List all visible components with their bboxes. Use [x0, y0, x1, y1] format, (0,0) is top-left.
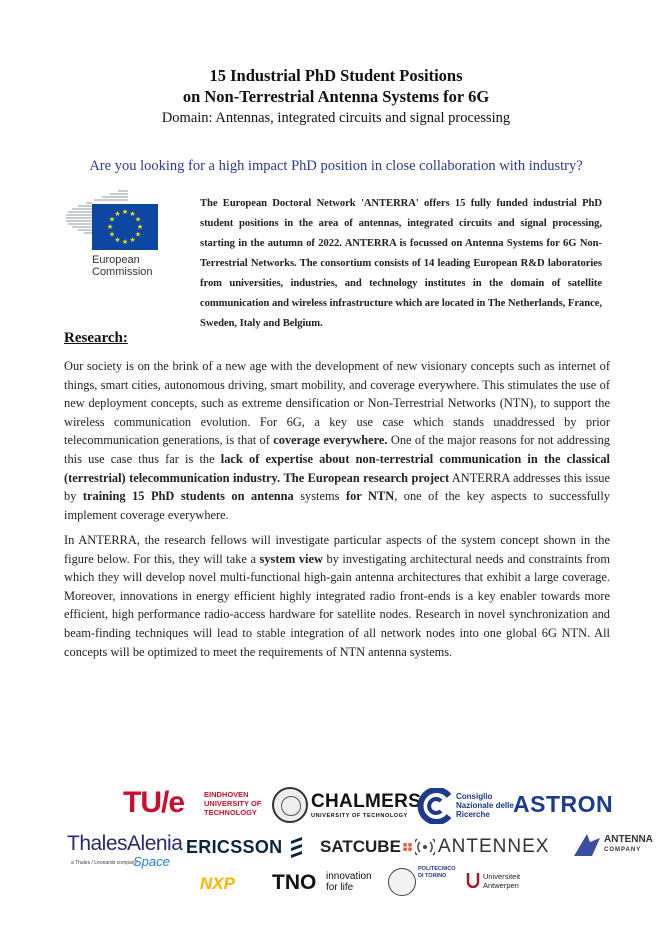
svg-text:★: ★ — [134, 215, 142, 224]
ec-logo-line1: European — [92, 254, 140, 266]
antenna-company-logo: ANTENNA COMPANY — [604, 834, 653, 853]
svg-text:★: ★ — [108, 230, 116, 239]
partner-logos — [0, 780, 672, 930]
chalmers-seal-icon — [272, 787, 308, 823]
ec-logo-text — [92, 254, 153, 278]
chalmers-logo: CHALMERS UNIVERSITY OF TECHNOLOGY — [311, 791, 422, 819]
tno-logo: TNO — [272, 871, 317, 894]
astron-logo: ASTRON — [513, 791, 614, 817]
svg-text:★: ★ — [106, 223, 114, 231]
antenna-company-icon — [572, 832, 602, 858]
cnr-logo-icon — [413, 788, 453, 824]
eu-flag — [92, 204, 158, 250]
antwerp-logo: Universiteit Antwerpen — [483, 872, 521, 890]
research-heading: Research: — [64, 330, 128, 346]
ericsson-mark-icon — [290, 836, 304, 858]
polito-text: POLITECNICO DI TORINO — [418, 866, 456, 879]
tue-logo: TU/e — [123, 786, 185, 819]
research-paragraph-1: Our society is on the brink of a new age with the development of new visionary concepts such as internet of things, smart cities, autonomous driving, smart mobility, and coverage everywhere. This stimulates the use of new deployment concepts, such as extreme densification or Non-Terrestrial Networks (NTN), to support the wireless communication evolution. For 6G, a key use case which stands unaddressed by prior telecommunication generations, is that of coverage everywhere. One of the major reasons for not addressing this use case thus far is the lack of expertise about non-terrestrial communication in the classical (terrestrial) telecommunication industry. The European research project ANTERRA addresses this issue by training 15 PhD students on antenna systems for NTN, one of the key aspects to successfully implement coverage everywhere. — [64, 359, 611, 522]
svg-text:★: ★ — [129, 210, 136, 218]
intro-paragraph: The European Doctoral Network 'ANTERRA' offers 15 fully funded industrial PhD student positions in the area of antennas, integrated circuits and signal processing, starting in the autumn of 2022. ANTERRA is focussed on Antenna Systems for 6G Non-Terrestrial Networks. The consortium consists of 14 leading European R&D laboratories from universities, industries, and technology institutes in the domain of satellite communication and wireless infrastructure which are located in The Netherlands, France, Sweden, Italy and Belgium. — [200, 198, 602, 329]
polito-seal-icon — [388, 868, 416, 896]
eu-stars-icon — [92, 204, 158, 250]
cnr-text: Consiglio Nazionale delle Ricerche — [456, 792, 514, 819]
title-line-2: on Non-Terrestrial Antenna Systems for 6G — [182, 87, 490, 106]
antennex-logo: ANTENNEX — [438, 836, 550, 857]
european-commission-logo — [64, 190, 182, 290]
svg-text:★: ★ — [121, 208, 129, 216]
svg-text:★: ★ — [129, 236, 136, 244]
research-paragraph-2: In ANTERRA, the research fellows will investigate particular aspects of the system concept shown in the figure below. For this, they will take a system view by investigating architectural needs and constraints from which they will develop novel multi-functional high-gain antenna architectures that exhibit a large coverage. Moreover, innovations in energy efficient highly integrated radio front-ends is a key enabler towards more efficient, high performance radio-access hardware for satellite nodes. Research in novel synchronization and beam-finding techniques will lead to stable integration of all network nodes into one global 6G NTN. All concepts will be optimized to meet the requirements of NTN antenna systems. — [64, 533, 610, 659]
svg-text:★: ★ — [134, 230, 142, 239]
thales-alenia-logo: ThalesAlenia a Thales / Leonardo company Space — [67, 832, 183, 869]
satcube-logo: SATCUBE⠶ — [320, 837, 415, 856]
domain-subtitle: Domain: Antennas, integrated circuits and signal processing — [161, 110, 511, 126]
svg-text:★: ★ — [121, 238, 129, 246]
tno-tagline: innovation for life — [326, 871, 372, 893]
antennex-wave-icon — [415, 838, 435, 856]
svg-text:★: ★ — [114, 236, 121, 244]
title-line-1: 15 Industrial PhD Student Positions — [209, 66, 463, 85]
ericsson-logo: ERICSSON — [186, 837, 283, 857]
svg-text:★: ★ — [114, 210, 121, 218]
antwerp-mark-icon — [466, 872, 480, 888]
nxp-logo: NXP — [200, 874, 235, 893]
ec-logo-line2: Commission — [92, 266, 153, 278]
tagline: Are you looking for a high impact PhD position in close collaboration with industry? — [89, 158, 583, 174]
svg-text:★: ★ — [136, 223, 144, 231]
tue-text: EINDHOVEN UNIVERSITY OF TECHNOLOGY — [204, 790, 262, 817]
svg-text:★: ★ — [108, 215, 116, 224]
